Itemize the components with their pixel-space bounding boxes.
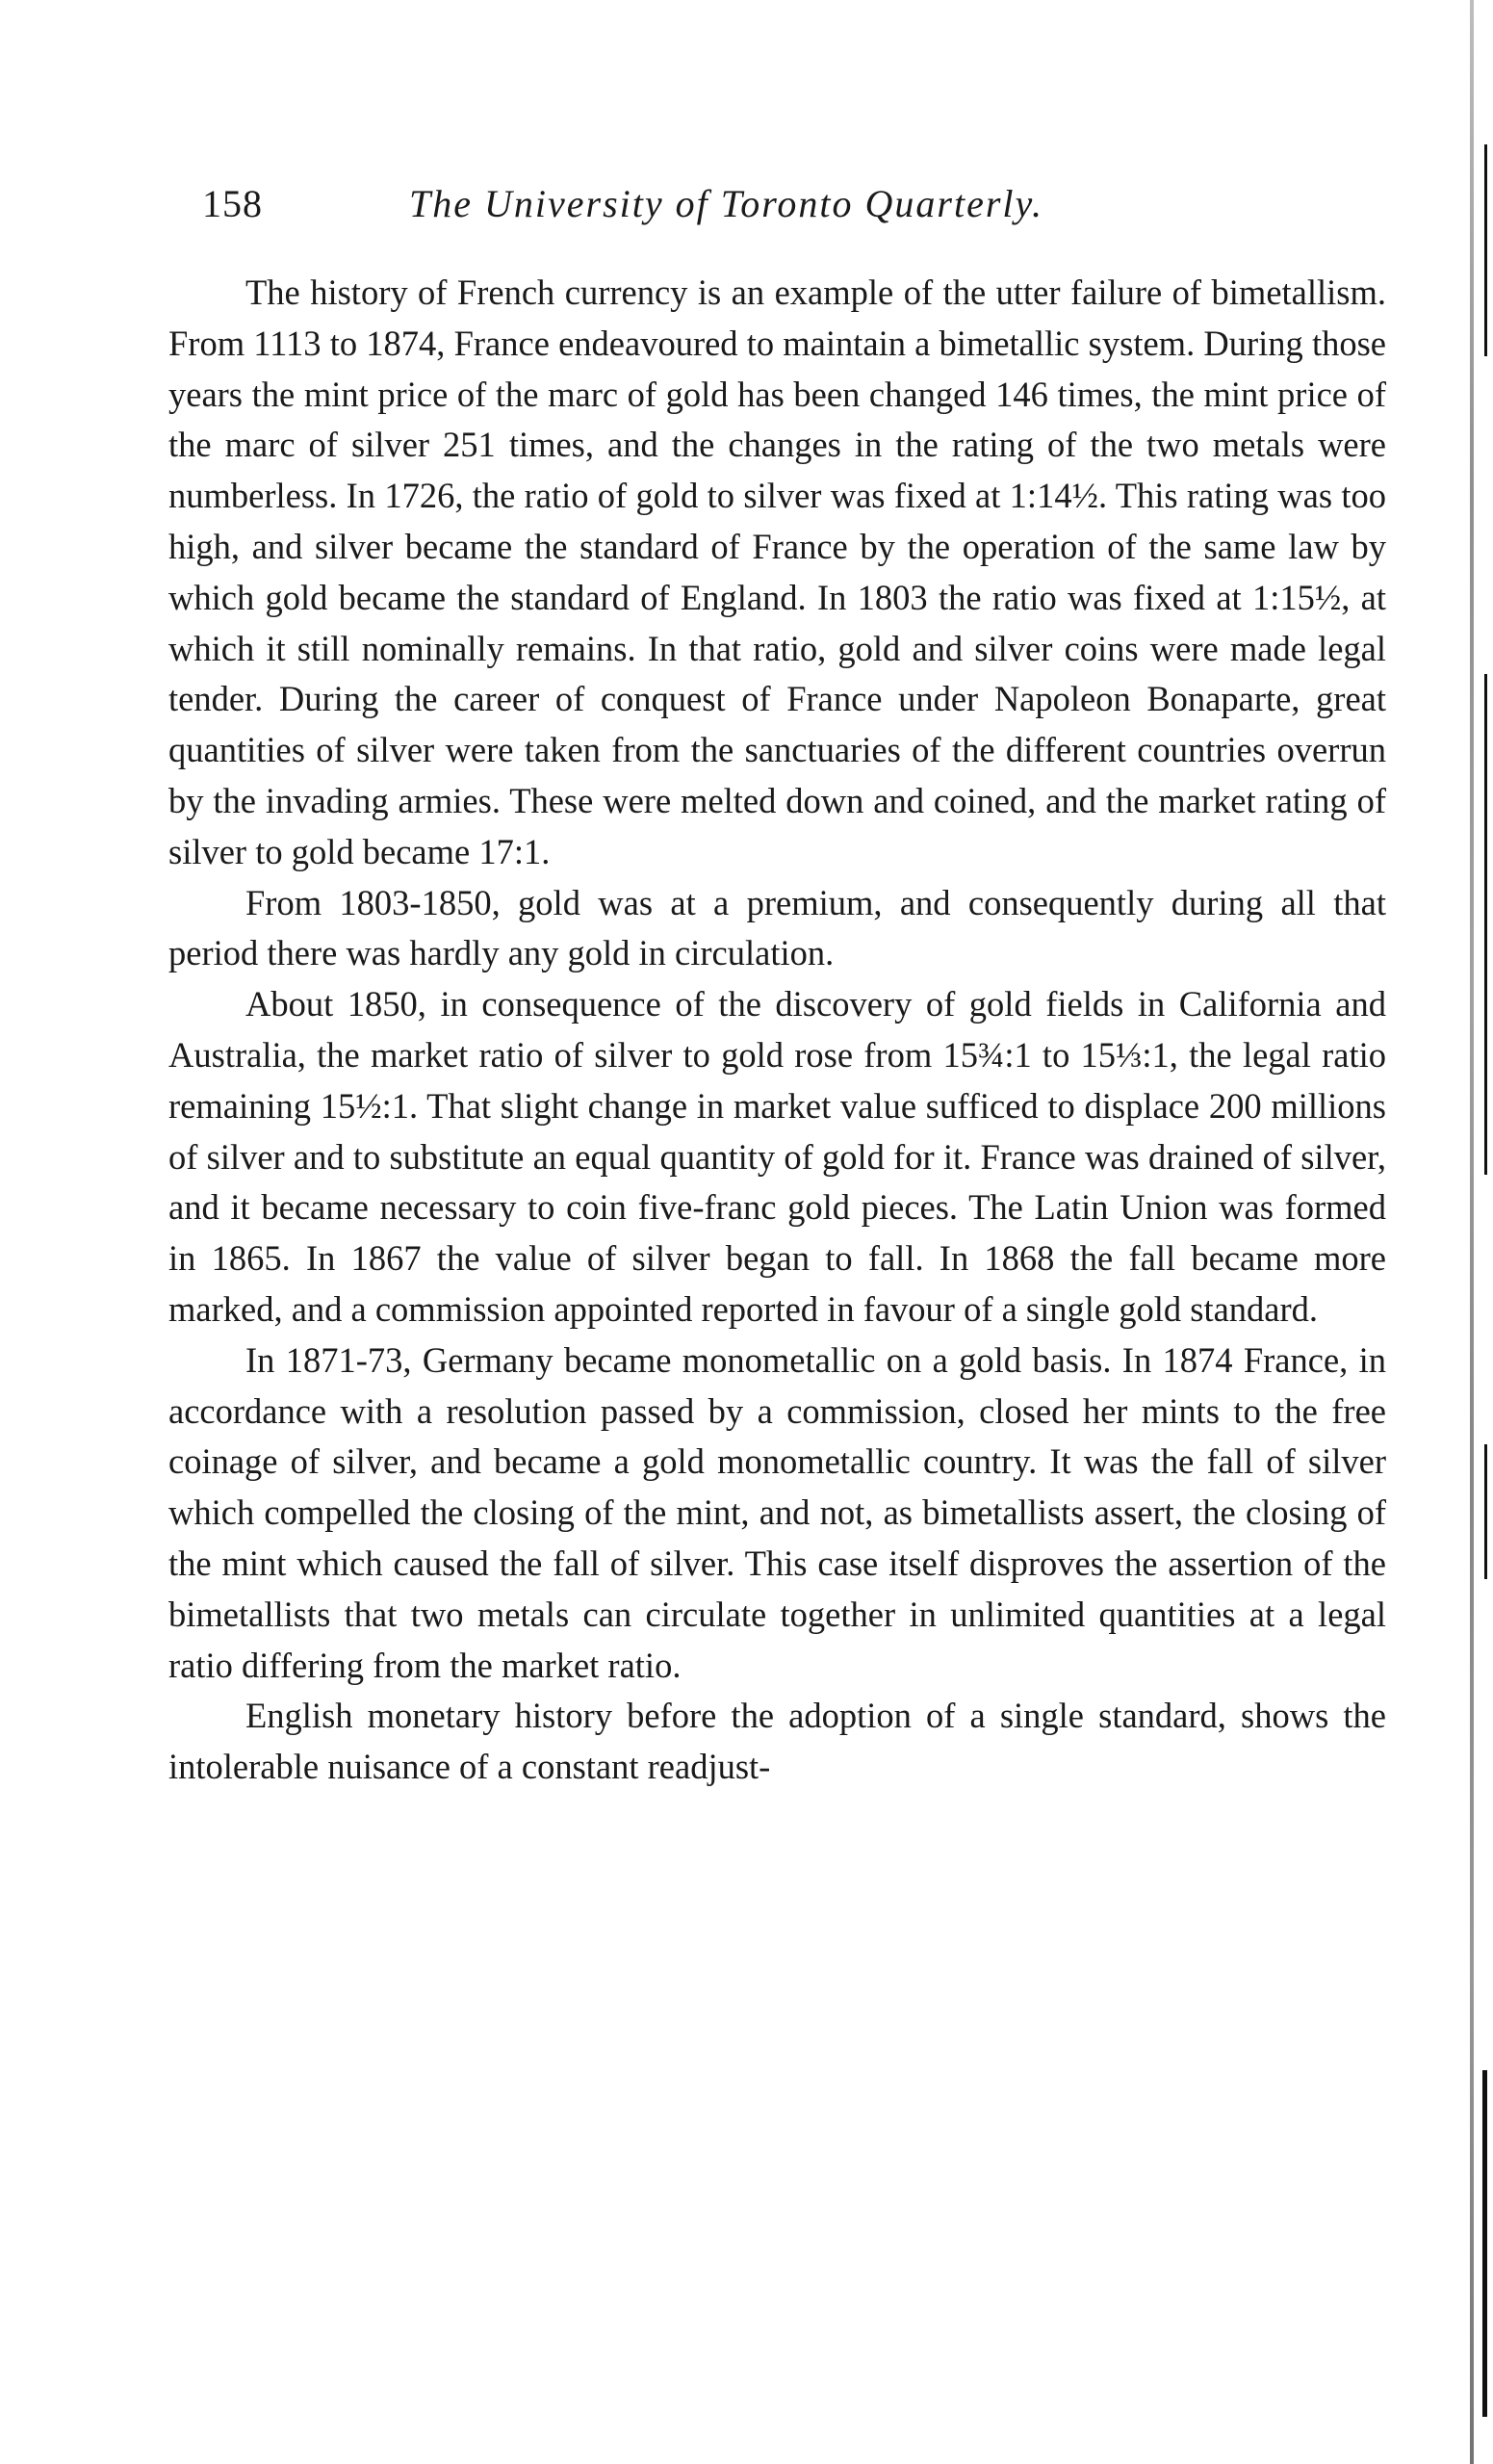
paragraph-germany-monometallic: In 1871-73, Germany became monometallic on a gold basis. In 1874 France, in accordance with a resolution passed by a commission, closed her mints to the free coinage of silver, and became a gold monometallic country. It was the fall of silver which compelled the closing of the mint, and not, as bimetallists assert, the closing of the mint which caused the fall of silver. This case itself disproves the assertion of the bimetallists that two metals can circulate together in unlimited quantities at a legal ratio differing from the market ratio. [168, 1339, 1386, 1685]
body-text [168, 268, 1386, 1793]
paragraph-gold-premium: From 1803-1850, gold was at a premium, and consequently during all that period there was hardly any gold in circulation. [168, 882, 1386, 973]
page-spine-edge [1470, 0, 1474, 2464]
running-title: The University of Toronto Quarterly. [409, 182, 1044, 225]
paragraph-french-currency: The history of French currency is an example of the utter failure of bimetallism. From 1113 to 1874, France endeavoured to maintain a bimetallic system. During those years the mint price of the marc of gold has been changed 146 times, the mint price of the marc of silver 251 times, and the changes in the rating of the two metals were numberless. In 1726, the ratio of gold to silver was fixed at 1:14½. This rating was too high, and silver became the standard of France by the operation of the same law by which gold became the standard of England. In 1803 the ratio was fixed at 1:15½, at which it still nominally remains. In that ratio, gold and silver coins were made legal tender. During the career of conquest of France under Napoleon Bonaparte, great quantities of silver were taken from the sanctuaries of the different countries overrun by the invading armies. These were melted down and coined, and the market rating of silver to gold became 17:1. [168, 272, 1386, 871]
edge-mark [1484, 144, 1487, 356]
paragraph-english-history: English monetary history before the adoption of a single standard, shows the intolerable nuisance of a constant readjust- [168, 1696, 1386, 1787]
edge-mark [1482, 2070, 1487, 2417]
page-header [202, 181, 1194, 239]
page-number: 158 [202, 182, 263, 225]
edge-mark [1484, 674, 1487, 1175]
edge-mark [1484, 1444, 1487, 1579]
paragraph-gold-discovery: About 1850, in consequence of the discovery of gold fields in California and Australia, the market ratio of silver to gold rose from 15¾:1 to 15⅓:1, the legal ratio remaining 15½:1. That slight change in market value sufficed to displace 200 millions of silver and to substitute an equal quantity of gold for it. France was drained of silver, and it became necessary to coin five-franc gold pieces. The Latin Union was formed in 1865. In 1867 the value of silver began to fall. In 1868 the fall became more marked, and a commission appointed reported in favour of a single gold standard. [168, 984, 1386, 1329]
